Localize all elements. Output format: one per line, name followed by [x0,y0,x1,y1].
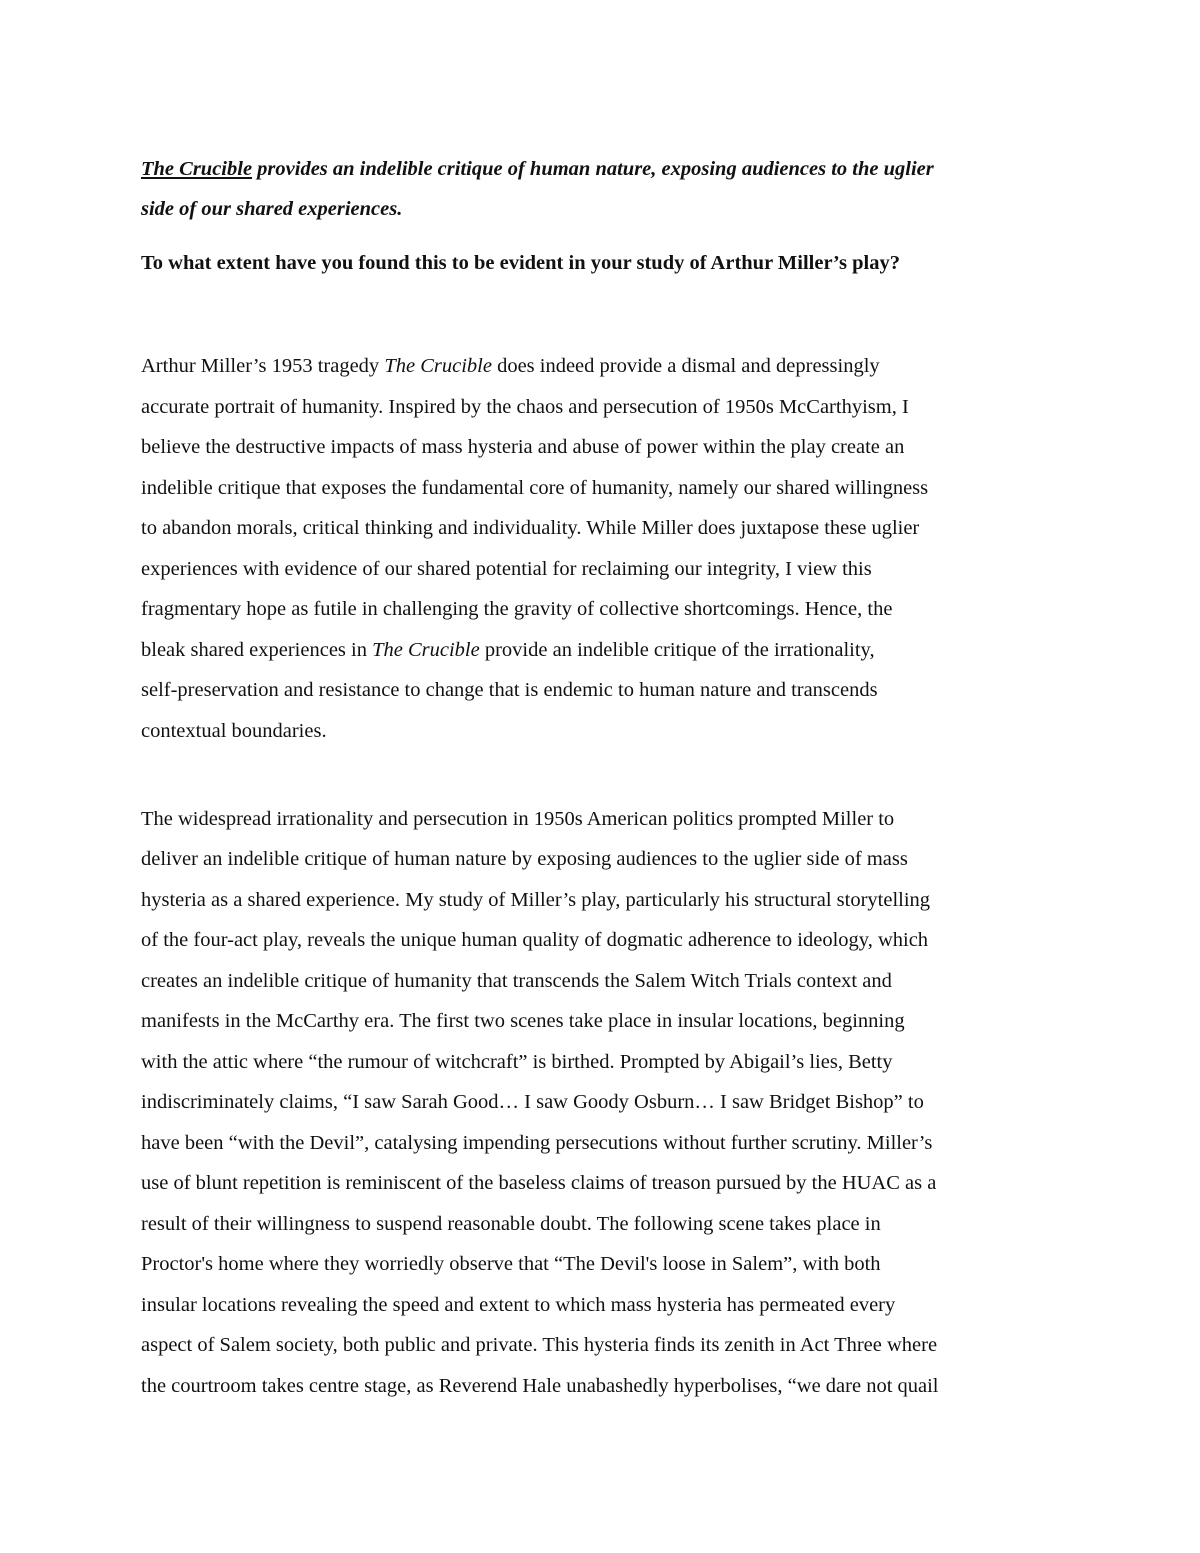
p2-line: deliver an indelible critique of human nature by exposing audiences to the uglier side of mass [141,848,908,870]
p1-line-3: believe the destructive impacts of mass hysteria and abuse of power within the play create an [141,436,905,458]
p2-line: hysteria as a shared experience. My study of Miller’s play, particularly his structural storytelling [141,889,931,911]
p2-line: have been “with the Devil”, catalysing impending persecutions without further scrutiny. Miller’s [141,1132,933,1154]
p1-line-1-a: Arthur Miller’s 1953 tragedy [141,355,385,377]
prompt-line-2: side of our shared experiences. [141,198,403,220]
p1-line-5: to abandon morals, critical thinking and individuality. While Miller does juxtapose these uglier [141,517,920,539]
p1-line-9: self-preservation and resistance to change that is endemic to human nature and transcends [141,679,878,701]
p2-line: with the attic where “the rumour of witchcraft” is birthed. Prompted by Abigail’s lies, Betty [141,1051,893,1073]
p1-line-8-title: The Crucible [372,639,480,661]
p1-line-7: fragmentary hope as futile in challenging the gravity of collective shortcomings. Hence, the [141,598,893,620]
p1-line-4: indelible critique that exposes the fundamental core of humanity, namely our shared willingness [141,477,929,499]
p2-line: The widespread irrationality and persecution in 1950s American politics prompted Miller to [141,808,895,830]
p2-line: manifests in the McCarthy era. The first two scenes take place in insular locations, beginning [141,1010,905,1032]
p2-line: creates an indelible critique of humanity that transcends the Salem Witch Trials context and [141,970,892,992]
prompt-line-1 [141,156,934,182]
p1-line-1-title: The Crucible [384,355,492,377]
p1-line-8-a: bleak shared experiences in [141,639,373,661]
prompt-line-1-rest: provides an indelible critique of human nature, exposing audiences to the uglier [252,158,934,180]
p2-line: the courtroom takes centre stage, as Reverend Hale unabashedly hyperbolises, “we dare not quail [141,1375,939,1397]
p1-line-1 [141,353,880,379]
p2-line: of the four-act play, reveals the unique human quality of dogmatic adherence to ideology, which [141,929,929,951]
p2-line: use of blunt repetition is reminiscent of the baseless claims of treason pursued by the HUAC as a [141,1172,937,1194]
prompt-question: To what extent have you found this to be evident in your study of Arthur Miller’s play? [141,252,900,274]
p1-line-6: experiences with evidence of our shared potential for reclaiming our integrity, I view this [141,558,872,580]
p1-line-8-c: provide an indelible critique of the irrationality, [479,639,875,661]
p2-line: aspect of Salem society, both public and private. This hysteria finds its zenith in Act Three where [141,1334,938,1356]
p2-line: result of their willingness to suspend reasonable doubt. The following scene takes place in [141,1213,881,1235]
p1-line-2: accurate portrait of humanity. Inspired by the chaos and persecution of 1950s McCarthyism, I [141,396,909,418]
p2-line: insular locations revealing the speed and extent to which mass hysteria has permeated every [141,1294,896,1316]
p1-line-10: contextual boundaries. [141,720,327,742]
p1-line-1-c: does indeed provide a dismal and depressingly [491,355,880,377]
p2-line: indiscriminately claims, “I saw Sarah Good… I saw Goody Osburn… I saw Bridget Bishop” to [141,1091,924,1113]
prompt-title: The Crucible [141,158,253,180]
p2-line: Proctor's home where they worriedly observe that “The Devil's loose in Salem”, with both [141,1253,881,1275]
p1-line-8 [141,637,875,663]
